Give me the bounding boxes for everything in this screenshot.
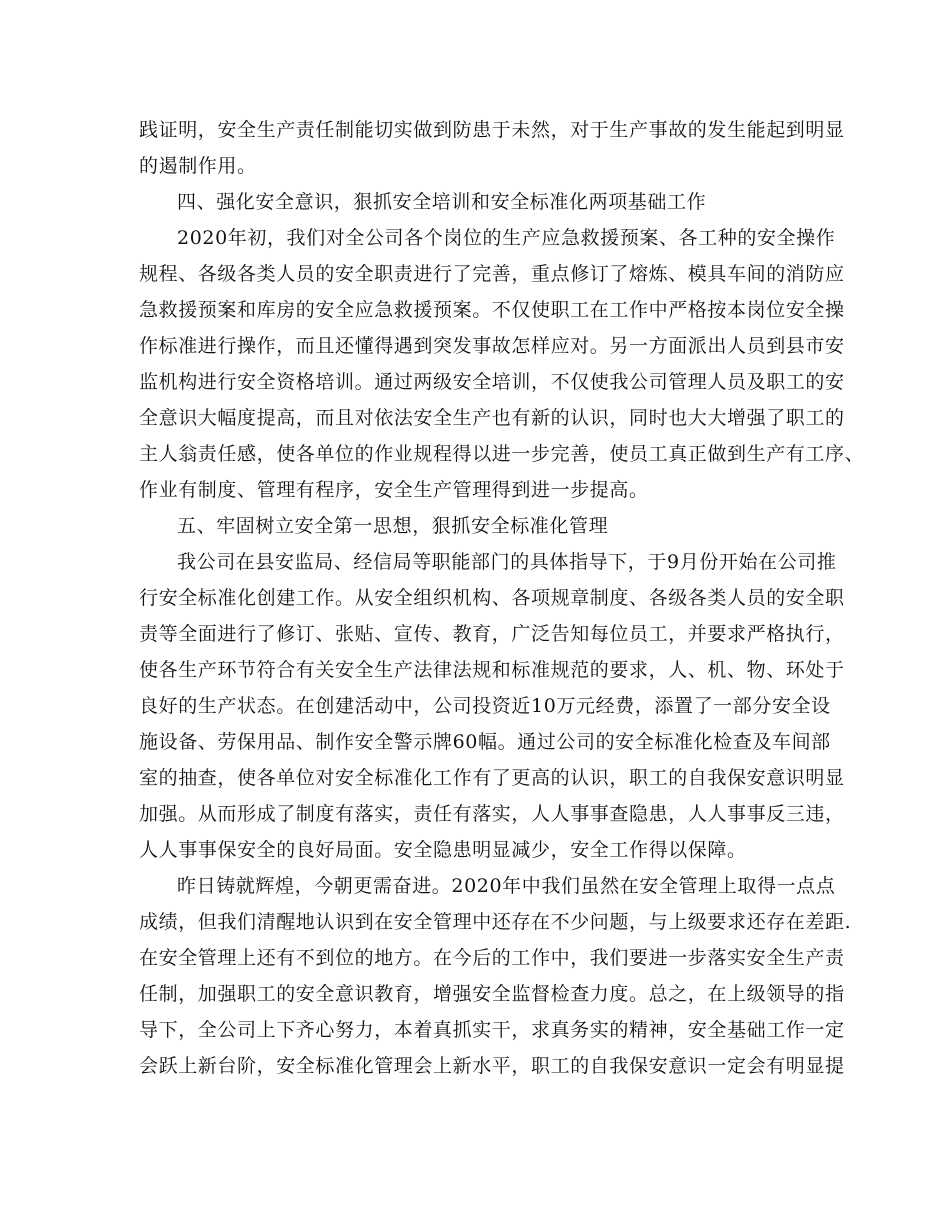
section-heading-5: 五、牢固树立安全第一思想，狠抓安全标准化管理 xyxy=(177,515,609,537)
body-text-line: 急救援预案和库房的安全应急救援预案。不仅使职工在工作中严格按本岗位安全操 xyxy=(139,299,845,321)
body-text-line: 成绩，但我们清醒地认识到在安全管理中还存在不少问题，与上级要求还存在差距. xyxy=(139,911,852,933)
body-text-line: 践证明，安全生产责任制能切实做到防患于未然，对于生产事故的发生能起到明显 xyxy=(139,119,845,141)
body-text-line: 的遏制作用。 xyxy=(139,155,257,177)
body-text-line: 2020年初，我们对全公司各个岗位的生产应急救援预案、各工种的安全操作 xyxy=(177,227,836,249)
body-text-line: 我公司在县安监局、经信局等职能部门的具体指导下，于9月份开始在公司推 xyxy=(177,551,837,573)
body-text-line: 行安全标准化创建工作。从安全组织机构、各项规章制度、各级各类人员的安全职 xyxy=(139,587,845,609)
section-heading-4: 四、强化安全意识，狠抓安全培训和安全标准化两项基础工作 xyxy=(177,191,707,213)
body-text-line: 使各生产环节符合有关安全生产法律法规和标准规范的要求，人、机、物、环处于 xyxy=(139,659,845,681)
body-text-line: 会跃上新台阶，安全标准化管理会上新水平，职工的自我保安意识一定会有明显提 xyxy=(139,1055,845,1077)
body-text-line: 主人翁责任感，使各单位的作业规程得以进一步完善，使员工真正做到生产有工序、 xyxy=(139,443,865,465)
body-text-line: 监机构进行安全资格培训。通过两级安全培训，不仅使我公司管理人员及职工的安 xyxy=(139,371,845,393)
body-text-line: 良好的生产状态。在创建活动中，公司投资近10万元经费，添置了一部分安全设 xyxy=(139,695,831,717)
body-text-line: 在安全管理上还有不到位的地方。在今后的工作中，我们要进一步落实安全生产责 xyxy=(139,947,845,969)
body-text-line: 责等全面进行了修订、张贴、宣传、教育，广泛告知每位员工，并要求严格执行， xyxy=(139,623,845,645)
body-text-line: 导下，全公司上下齐心努力，本着真抓实干，求真务实的精神，安全基础工作一定 xyxy=(139,1019,845,1041)
body-text-line: 昨日铸就辉煌，今朝更需奋进。2020年中我们虽然在安全管理上取得一点点 xyxy=(177,875,836,897)
body-text-line: 任制，加强职工的安全意识教育，增强安全监督检查力度。总之，在上级领导的指 xyxy=(139,983,845,1005)
body-text-line: 加强。从而形成了制度有落实，责任有落实，人人事事查隐患，人人事事反三违， xyxy=(139,803,845,825)
body-text-line: 室的抽查，使各单位对安全标准化工作有了更高的认识，职工的自我保安意识明显 xyxy=(139,767,845,789)
body-text-line: 全意识大幅度提高，而且对依法安全生产也有新的认识，同时也大大增强了职工的 xyxy=(139,407,845,429)
body-text-line: 规程、各级各类人员的安全职责进行了完善，重点修订了熔炼、模具车间的消防应 xyxy=(139,263,845,285)
body-text-line: 作标准进行操作，而且还懂得遇到突发事故怎样应对。另一方面派出人员到县市安 xyxy=(139,335,845,357)
body-text-line: 人人事事保安全的良好局面。安全隐患明显减少，安全工作得以保障。 xyxy=(139,839,747,861)
body-text-line: 施设备、劳保用品、制作安全警示牌60幅。通过公司的安全标准化检查及车间部 xyxy=(139,731,831,753)
body-text-line: 作业有制度、管理有程序，安全生产管理得到进一步提高。 xyxy=(139,479,649,501)
